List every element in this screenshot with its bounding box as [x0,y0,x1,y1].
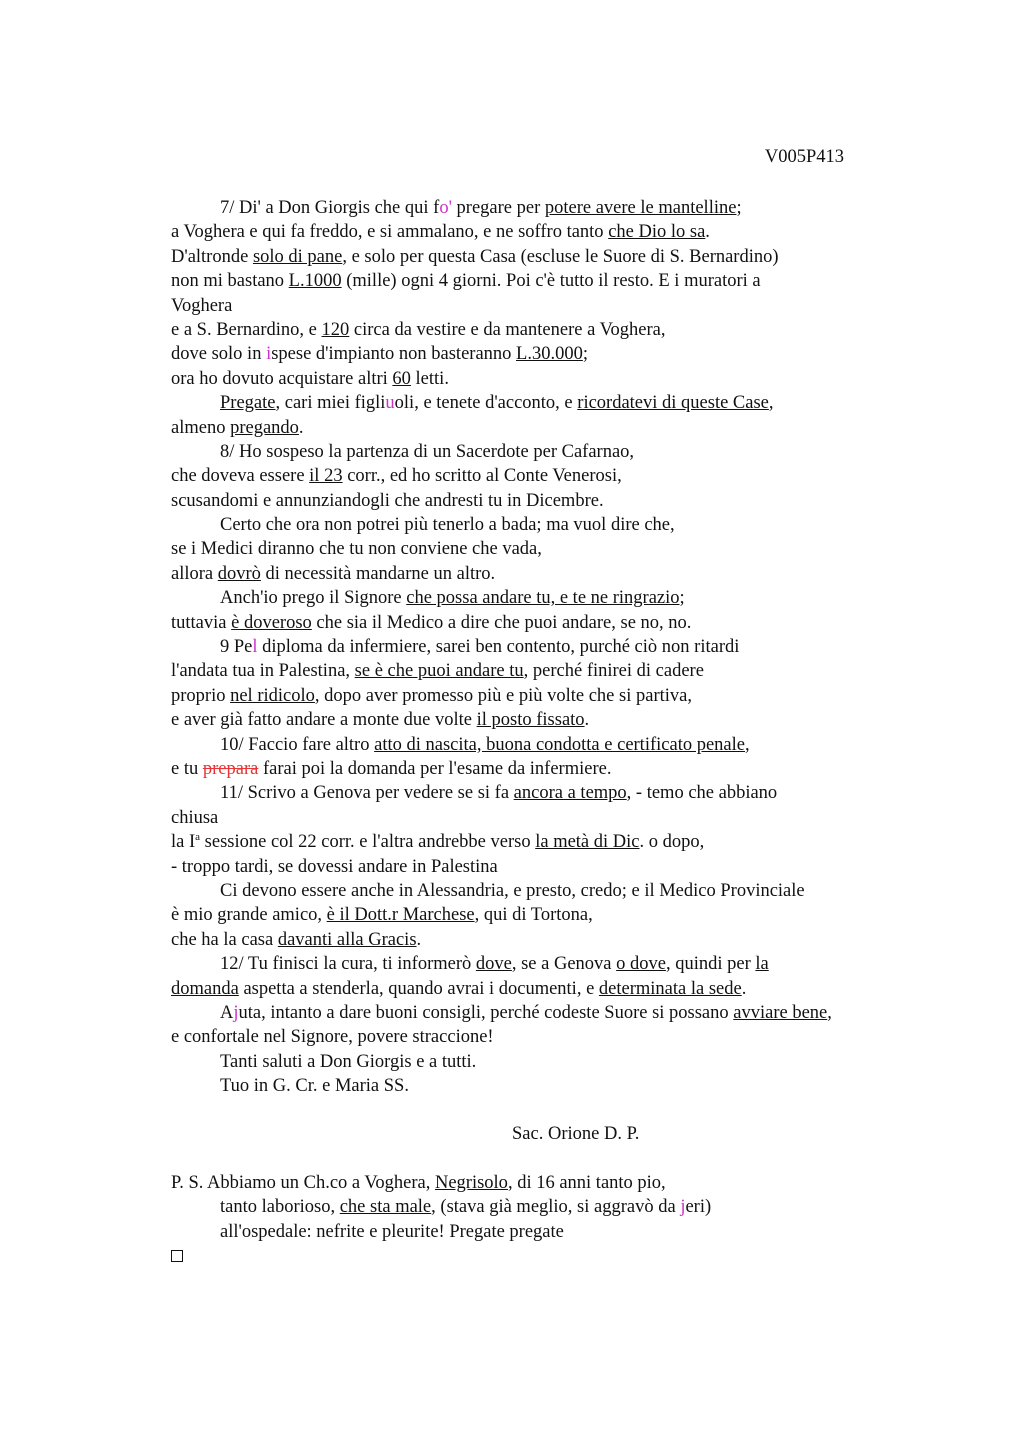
text-segment: , (stava già meglio, si aggravò da [431,1197,681,1218]
underlined-text: 120 [321,319,350,340]
underlined-text: potere avere le mantelline [544,198,737,218]
underlined-text: dovrò [217,563,261,584]
text-segment: tanto laborioso, [220,1197,340,1218]
text-segment: ora ho dovuto acquistare altri [171,368,393,389]
underlined-text: avviare bene [733,1002,828,1023]
underlined-text: il 23 [309,466,343,487]
underlined-text: è il Dott.r Marchese [326,905,475,926]
text-segment: , [768,393,774,414]
correction-mark: j [233,1002,239,1023]
text-segment: Tuo in G. Cr. e Maria SS. [220,1076,409,1097]
ps-line [171,1220,911,1244]
letter-line [171,903,911,927]
text-segment: è mio grande amico, [171,905,327,926]
text-segment: - troppo tardi, se dovessi andare in Palestina [171,856,498,877]
correction-mark: u [385,393,395,414]
letter-line [171,367,911,391]
text-segment: e confortale nel Signore, povere straccione! [171,1027,494,1048]
text-segment: 9 Pe [220,637,253,658]
letter-line [171,1074,911,1098]
text-segment: 7/ Di' a Don Giorgis che qui f [220,198,440,218]
text-segment: . [584,710,590,731]
text-segment: ; [736,198,742,218]
text-segment: , perché finirei di cadere [523,661,704,682]
underlined-text: la [755,954,769,975]
letter-line [171,952,911,976]
text-segment: , se a Genova [511,954,617,975]
underlined-text: L.30.000 [516,344,583,365]
text-segment: e a S. Bernardino, e [171,319,322,340]
text-segment: eri) [685,1197,712,1218]
letter-line [171,416,911,440]
text-segment: , di 16 anni tanto pio, [507,1172,666,1193]
text-segment: , - temo che abbiano [626,783,778,804]
underlined-text: il posto fissato [476,710,585,731]
text-segment: corr., ed ho scritto al Conte Venerosi, [342,466,622,487]
letter-line [171,659,911,683]
underlined-text: 60 [392,368,411,389]
text-segment: (mille) ogni 4 giorni. Poi c'è tutto il resto. E i muratori a [341,271,761,292]
underlined-text: che sta male [339,1197,432,1218]
underlined-text: la metà di Dic [535,832,640,853]
text-segment: . o dopo, [639,832,705,853]
text-segment: tuttavia [171,612,232,633]
ps-line [171,1195,911,1219]
deleted-text: prepara [202,758,259,779]
letter-line [171,635,911,659]
text-segment: . [416,929,422,950]
text-segment: allora [171,563,218,584]
underlined-text: nel ridicolo [230,685,315,706]
letter-line [171,879,911,903]
letter-line [171,294,911,318]
letter-line [171,318,911,342]
underlined-text: domanda [171,978,239,999]
text-segment: all'ospedale: nefrite e pleurite! Pregate pregate [220,1221,564,1242]
letter-line [171,611,911,635]
text-segment: , quindi per [665,954,756,975]
text-segment: . [298,417,304,438]
text-segment: , cari miei figli [275,393,386,414]
text-segment: A [220,1002,234,1023]
text-segment: . [741,978,747,999]
page-id: V005P413 [764,147,844,167]
text-segment: dove solo in [171,344,267,365]
text-segment: l'andata tua in Palestina, [171,661,355,682]
text-segment: almeno [171,417,231,438]
text-segment: non mi bastano [171,271,289,292]
underlined-text: pregando [230,417,299,438]
underlined-text: atto di nascita, buona condotta e certificato penale [374,734,745,755]
text-segment: la I [171,832,196,853]
underlined-text: che possa andare tu, e te ne ringrazio [406,588,680,609]
letter-line [171,513,911,537]
text-segment: oli, e tenete d'acconto, e [394,393,578,414]
correction-mark: o' [439,198,452,218]
underlined-text: davanti alla Gracis [277,929,417,950]
letter-line [171,684,911,708]
text-segment: che ha la casa [171,929,278,950]
text-segment: , qui di Tortona, [474,905,593,926]
underlined-text: determinata la sede [598,978,742,999]
letter-line [171,977,911,1001]
letter-line [171,928,911,952]
text-segment: e tu [171,758,203,779]
text-segment: Certo che ora non potrei più tenerlo a bada; ma vuol dire che, [220,515,675,536]
letter-paragraphs [171,196,911,1098]
letter-line [171,1025,911,1049]
letter-body [171,196,911,1268]
letter-line [171,489,911,513]
letter-line [171,757,911,781]
letter-line [171,269,911,293]
underlined-text: dove [475,954,512,975]
letter-line [171,196,911,220]
letter-line [171,781,911,805]
text-segment: e aver già fatto andare a monte due volte [171,710,477,731]
letter-line [171,220,911,244]
text-segment: aspetta a stenderla, quando avrai i documenti, e [238,978,599,999]
letter-line [171,391,911,415]
underlined-text: solo di pane [252,246,343,267]
underlined-text: Negrisolo [434,1172,508,1193]
letter-line [171,342,911,366]
correction-mark: l [252,637,258,658]
text-segment: , dopo aver promesso più e più volte che si partiva, [314,685,692,706]
text-segment: a Voghera e qui fa freddo, e si ammalano, e ne soffro tanto [171,222,609,243]
text-segment: 8/ Ho sospeso la partenza di un Sacerdote per Cafarnao, [220,441,635,462]
text-segment: chiusa [171,807,219,828]
text-segment: D'altronde [171,246,253,267]
ps-line [171,1171,911,1195]
text-segment: proprio [171,685,231,706]
postscript [171,1171,911,1244]
correction-mark: i [266,344,272,365]
text-segment: letti. [410,368,449,389]
letter-line [171,562,911,586]
text-segment: farai poi la domanda per l'esame da infermiere. [258,758,612,779]
text-segment: che doveva essere [171,466,310,487]
text-segment: che sia il Medico a dire che puoi andare, se no, no. [311,612,692,633]
underlined-text: è doveroso [231,612,312,633]
end-marker [171,1244,911,1268]
text-segment: uta, intanto a dare buoni consigli, perché codeste Suore si possano [238,1002,734,1023]
text-segment: ; [679,588,685,609]
superscript: a [195,831,201,843]
text-segment: Tanti saluti a Don Giorgis e a tutti. [220,1051,477,1072]
text-segment: diploma da infermiere, sarei ben contento, purché ciò non ritardi [257,637,740,658]
text-segment: , [827,1002,832,1023]
letter-line [171,1001,911,1025]
text-segment: spese d'impianto non basteranno [271,344,517,365]
underlined-text: che Dio lo sa [608,222,706,243]
text-segment: 10/ Faccio fare altro [220,734,375,755]
text-segment: circa da vestire e da mantenere a Voghera, [349,319,666,340]
letter-line [171,830,911,854]
text-segment: 11/ Scrivo a Genova per vedere se si fa [220,783,514,804]
text-segment: ; [582,344,588,365]
underlined-text: L.1000 [288,271,342,292]
text-segment: pregare per [451,198,545,218]
text-segment: . [705,222,710,243]
text-segment: di necessità mandarne un altro. [260,563,496,584]
text-segment: Anch'io prego il Signore [220,588,407,609]
letter-line [171,440,911,464]
letter-line [171,733,911,757]
underlined-text: Pregate [220,393,276,414]
text-segment: Voghera [171,295,233,316]
underlined-text: ricordatevi di queste Case [577,393,769,414]
text-segment: scusandomi e annunziandogli che andresti tu in Dicembre. [171,490,604,511]
letter-line [171,806,911,830]
text-segment: se i Medici diranno che tu non conviene che vada, [171,539,542,560]
checkbox-square-icon [171,1250,183,1262]
letter-line [171,855,911,879]
letter-line [171,1050,911,1074]
signature: Sac. Orione D. P. [512,1124,640,1145]
underlined-text: ancora a tempo [513,783,627,804]
correction-mark: j [680,1197,686,1218]
letter-line [171,464,911,488]
letter-line [171,586,911,610]
letter-line [171,537,911,561]
text-segment: , [744,734,750,755]
letter-line [171,245,911,269]
text-segment: , e solo per questa Casa (escluse le Suore di S. Bernardino) [342,246,779,267]
underlined-text: o dove [616,954,666,975]
letter-line [171,708,911,732]
underlined-text: se è che puoi andare tu [354,661,524,682]
text-segment: P. S. Abbiamo un Ch.co a Voghera, [171,1172,435,1193]
text-segment: sessione col 22 corr. e l'altra andrebbe verso [200,832,536,853]
text-segment: Ci devono essere anche in Alessandria, e presto, credo; e il Medico Provinciale [220,880,805,901]
text-segment: 12/ Tu finisci la cura, ti informerò [220,954,476,975]
